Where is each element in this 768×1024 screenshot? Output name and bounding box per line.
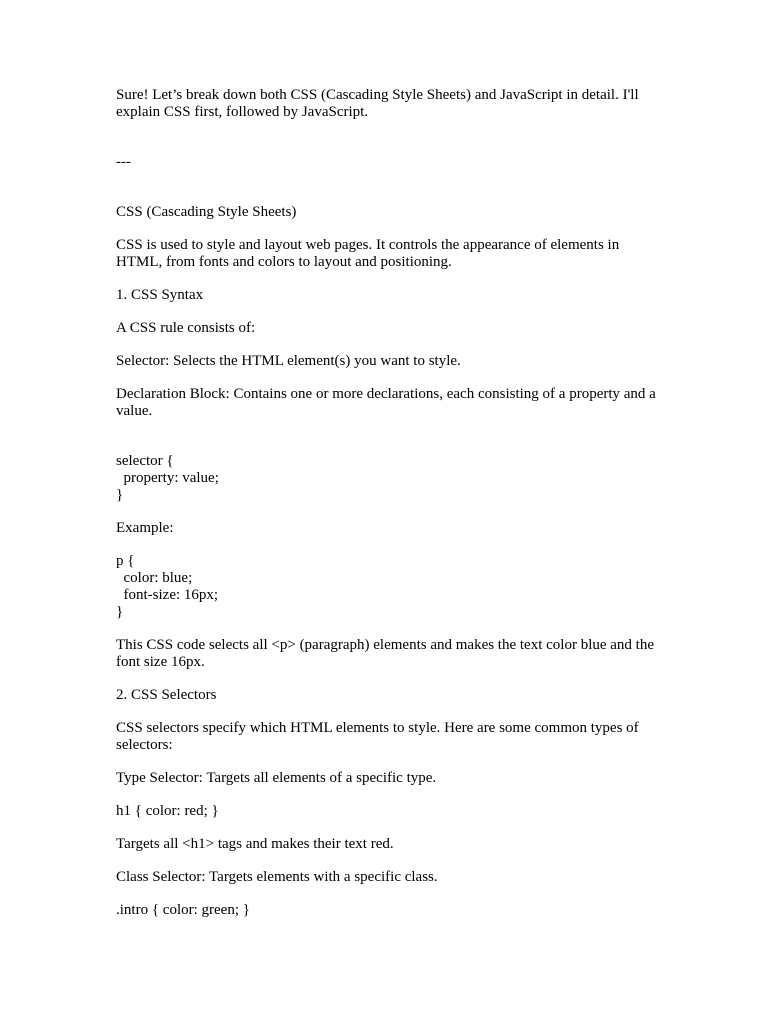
code-line: } [116, 487, 124, 503]
syntax-code-block [116, 453, 656, 504]
type-selector-text: Type Selector: Targets all elements of a specific type. [116, 770, 437, 786]
selector-description: Selector: Selects the HTML element(s) you want to style. [116, 353, 461, 369]
example-label: Example: [116, 520, 174, 536]
type-selector-explanation: Targets all <h1> tags and makes their text red. [116, 836, 394, 852]
document-page [116, 87, 656, 935]
class-selector-text: Class Selector: Targets elements with a specific class. [116, 869, 438, 885]
declaration-description: Declaration Block: Contains one or more declarations, each consisting of a property and a value. [116, 386, 656, 419]
code-line: p { [116, 553, 135, 569]
intro-paragraph: Sure! Let’s break down both CSS (Cascading Style Sheets) and JavaScript in detail. I'll explain CSS first, followed by JavaScript. [116, 87, 639, 120]
separator: --- [116, 154, 131, 170]
css-description: CSS is used to style and layout web pages. It controls the appearance of elements in HTML, from fonts and colors to layout and positioning. [116, 237, 620, 270]
code-line: } [116, 604, 124, 620]
section-1-title: 1. CSS Syntax [116, 287, 204, 303]
example-code-block [116, 553, 656, 621]
selectors-description: CSS selectors specify which HTML elements to style. Here are some common types of selectors: [116, 720, 639, 753]
class-selector-code: .intro { color: green; } [116, 902, 250, 918]
rule-consists-text: A CSS rule consists of: [116, 320, 256, 336]
code-line: property: value; [116, 470, 219, 486]
css-heading: CSS (Cascading Style Sheets) [116, 204, 297, 220]
code-line: color: blue; [116, 570, 193, 586]
section-2-title: 2. CSS Selectors [116, 687, 217, 703]
example-explanation: This CSS code selects all <p> (paragraph) elements and makes the text color blue and the font size 16px. [116, 637, 655, 670]
code-line: font-size: 16px; [116, 587, 219, 603]
type-selector-code: h1 { color: red; } [116, 803, 219, 819]
code-line: selector { [116, 453, 174, 469]
